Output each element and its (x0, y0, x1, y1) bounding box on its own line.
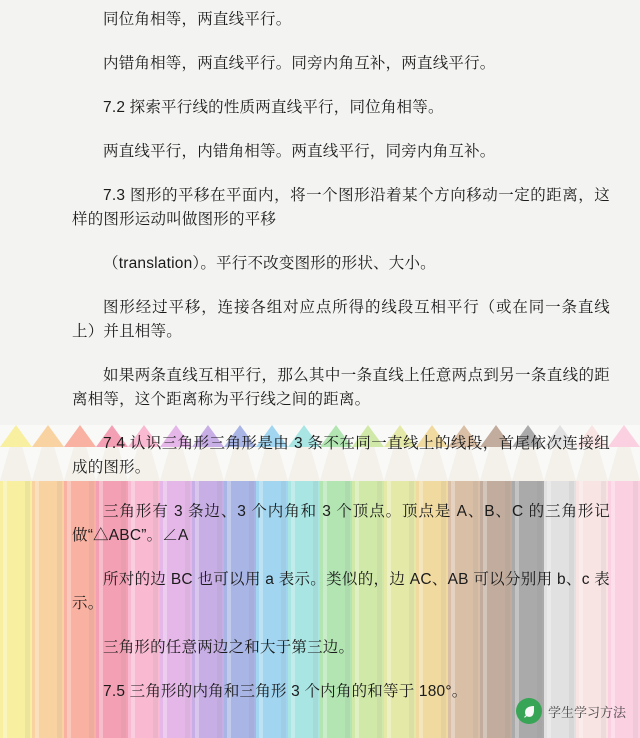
paragraph: 所对的边 BC 也可以用 a 表示。类似的，边 AC、AB 可以分别用 b、c 表示。 (72, 571, 610, 613)
paragraph: 如果两条直线互相平行，那么其中一条直线上任意两点到另一条直线的距离相等，这个距离称为平行线之间的距离。 (72, 367, 610, 409)
watermark-badge (516, 698, 626, 724)
paragraph: 三角形有 3 条边、3 个内角和 3 个顶点。顶点是 A、B、C 的三角形记做“△ABC”。∠A (72, 503, 610, 545)
paragraph: 两直线平行，内错角相等。两直线平行，同旁内角互补。 (103, 143, 496, 161)
paragraph: 7.2 探索平行线的性质两直线平行，同位角相等。 (103, 99, 444, 117)
paragraph: 7.5 三角形的内角和三角形 3 个内角的和等于 180°。 (103, 683, 468, 701)
leaf-icon (516, 698, 542, 724)
paragraph: 图形经过平移，连接各组对应点所得的线段互相平行（或在同一条直线上）并且相等。 (72, 299, 610, 341)
paragraph: 三角形的任意两边之和大于第三边。 (103, 639, 355, 657)
paragraph: 7.3 图形的平移在平面内，将一个图形沿着某个方向移动一定的距离，这样的图形运动叫做图形的平移 (72, 187, 610, 229)
paragraph: 内错角相等，两直线平行。同旁内角互补，两直线平行。 (103, 55, 496, 73)
paragraph: （translation）。平行不改变图形的形状、大小。 (103, 255, 436, 273)
watermark-text: 学生学习方法 (547, 704, 626, 720)
paragraph: 7.4 认识三角形三角形是由 3 条不在同一直线上的线段，首尾依次连接组成的图形。 (72, 435, 610, 477)
paragraph: 同位角相等，两直线平行。 (103, 11, 292, 28)
